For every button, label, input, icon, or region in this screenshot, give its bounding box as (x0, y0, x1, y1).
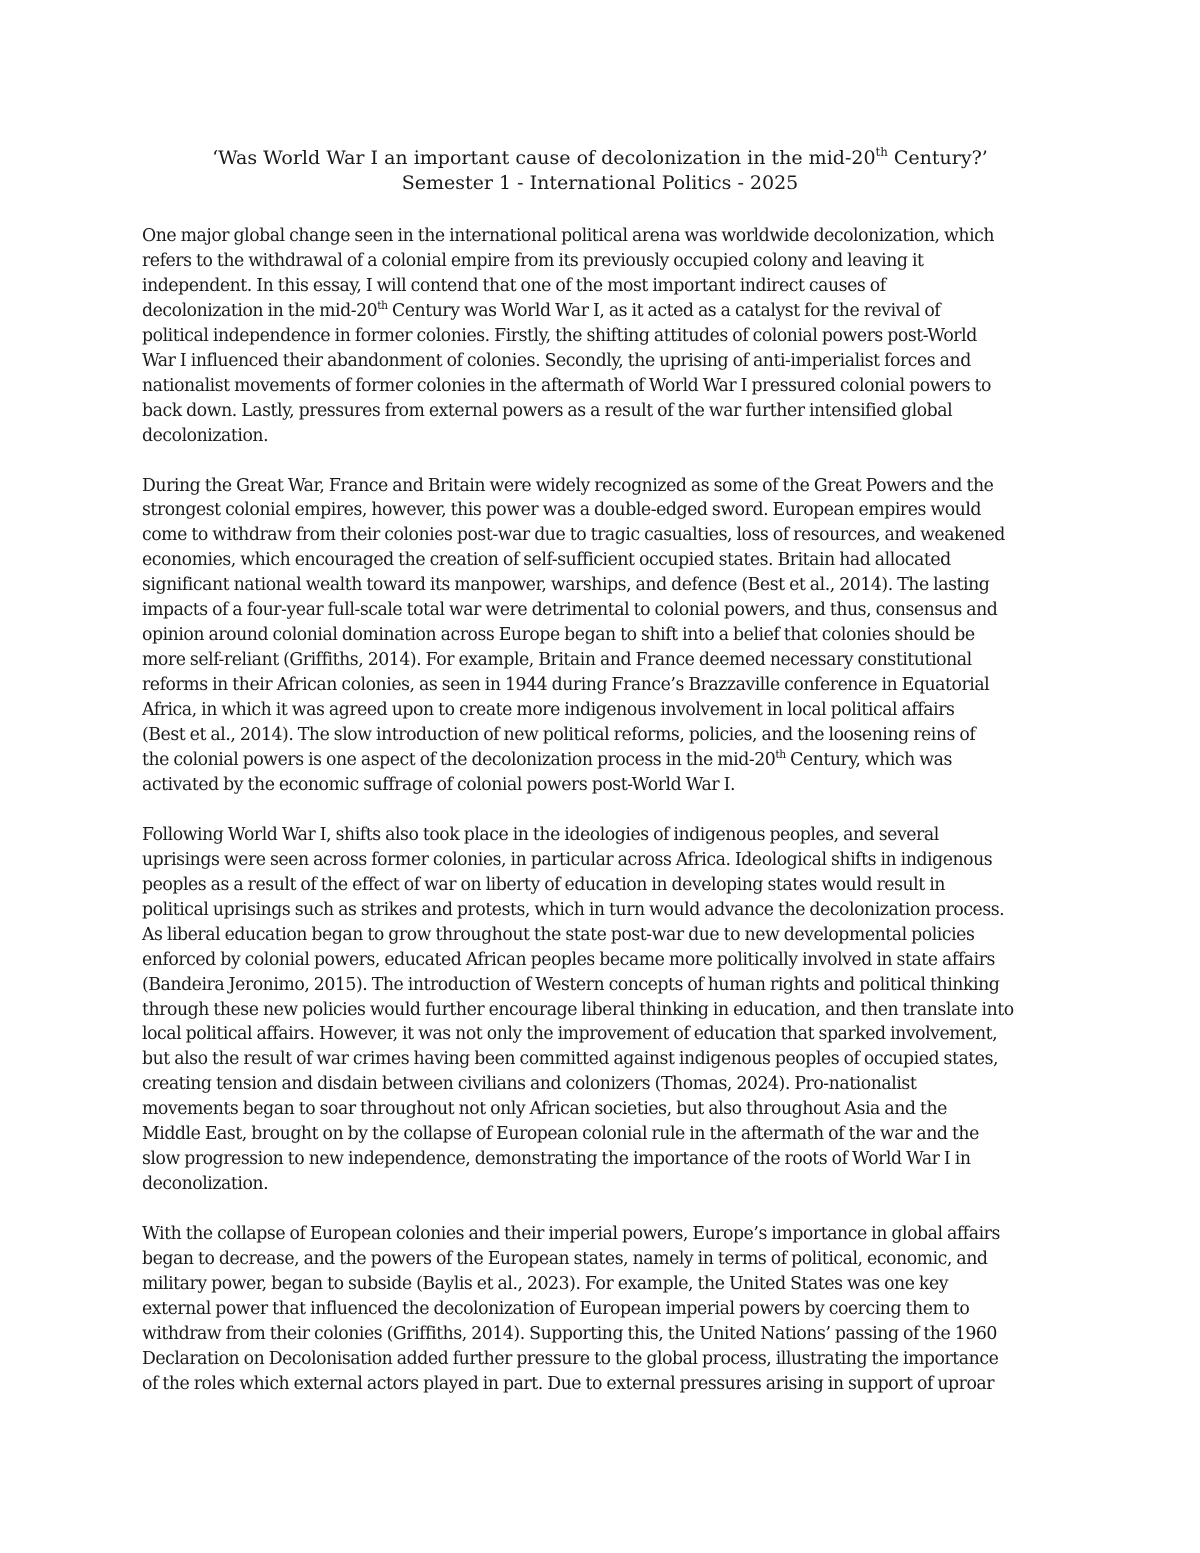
paragraph-line: Following World War I, shifts also took place in the ideologies of indigenous peoples, and several (142, 824, 939, 845)
paragraph-line: activated by the economic suffrage of colonial powers post-World War I. (142, 774, 736, 795)
line-text: the colonial powers is one aspect of the decolonization process in the mid-20 (142, 750, 776, 770)
paragraph-line (142, 748, 1058, 773)
paragraph-line: external power that influenced the decolonization of European imperial powers by coercing them to (142, 1298, 970, 1319)
paragraph-line: decolonization. (142, 425, 269, 446)
paragraph-line: creating tension and disdain between civilians and colonizers (Thomas, 2024). Pro-nationalist (142, 1074, 917, 1095)
essay-paragraph (142, 224, 1058, 449)
line-text-end: Century was World War I, as it acted as a catalyst for the revival of (387, 300, 941, 321)
paragraph-line: back down. Lastly, pressures from external powers as a result of the war further intensified global (142, 400, 953, 421)
paragraph-line: reforms in their African colonies, as seen in 1944 during France’s Brazzaville conference in Equatorial (142, 675, 990, 696)
paragraph-line: (Best et al., 2014). The slow introduction of new political reforms, policies, and the loosening reins of (142, 725, 976, 746)
paragraph-line: During the Great War, France and Britain were widely recognized as some of the Great Powers and the (142, 475, 994, 496)
title-text-end: Century?’ (887, 147, 988, 169)
paragraph-line: War I influenced their abandonment of colonies. Secondly, the uprising of anti-imperialist forces and (142, 350, 971, 371)
line-text: decolonization in the mid-20 (142, 300, 378, 321)
paragraph-line: Africa, in which it was agreed upon to create more indigenous involvement in local political affairs (142, 700, 955, 721)
paragraph-line: One major global change seen in the international political arena was worldwide decolonization, which (142, 226, 995, 246)
paragraph-line: economies, which encouraged the creation of self-sufficient occupied states. Britain had allocated (142, 550, 951, 571)
essay-paragraph (142, 823, 1058, 1197)
essay-paragraph (142, 474, 1058, 798)
paragraph-line: Middle East, brought on by the collapse of European colonial rule in the aftermath of the war and the (142, 1124, 979, 1145)
paragraph-line: deconolization. (142, 1174, 269, 1195)
paragraph-line: impacts of a four-year full-scale total war were detrimental to colonial powers, and thus, consensus and (142, 600, 998, 621)
paragraph-line: enforced by colonial powers, educated African peoples became more politically involved in state affairs (142, 949, 995, 970)
paragraph-line: more self-reliant (Griffiths, 2014). For example, Britain and France deemed necessary constitutional (142, 650, 972, 671)
essay-paragraph (142, 1222, 1058, 1397)
paragraph-line: movements began to soar throughout not only African societies, but also throughout Asia and the (142, 1099, 947, 1120)
essay-subtitle: Semester 1 - International Politics - 2025 (401, 172, 799, 194)
line-superscript: th (377, 298, 388, 312)
paragraph-line: refers to the withdrawal of a colonial empire from its previously occupied colony and leaving it (142, 250, 924, 271)
paragraph-line: come to withdraw from their colonies post-war due to tragic casualties, loss of resources, and weakened (142, 525, 1005, 546)
paragraph-line: peoples as a result of the effect of war on liberty of education in developing states would result in (142, 874, 945, 895)
title-text: ‘Was World War I an important cause of decolonization in the mid-20 (212, 147, 876, 169)
paragraph-line: political uprisings such as strikes and protests, which in turn would advance the decolonization process. (142, 899, 1005, 920)
paragraph-line: nationalist movements of former colonies in the aftermath of World War I pressured colonial powers to (142, 375, 991, 396)
paragraph-line: withdraw from their colonies (Griffiths, 2014). Supporting this, the United Nations’ passing of the 1960 (142, 1323, 997, 1344)
line-superscript: th (775, 747, 786, 761)
essay-body (142, 224, 1058, 1422)
paragraph-line: but also the result of war crimes having been committed against indigenous peoples of occupied states, (142, 1049, 999, 1070)
paragraph-line: Declaration on Decolonisation added further pressure to the global process, illustrating the importance (142, 1348, 999, 1369)
paragraph-line: political independence in former colonies. Firstly, the shifting attitudes of colonial powers post-World (142, 325, 977, 346)
essay-title-question (142, 146, 1058, 171)
paragraph-line: With the collapse of European colonies and their imperial powers, Europe’s importance in global affairs (142, 1224, 1000, 1245)
paragraph-line: military power, began to subside (Baylis et al., 2023). For example, the United States was one key (142, 1273, 949, 1294)
paragraph-line (142, 299, 1058, 324)
paragraph-line: strongest colonial empires, however, this power was a double-edged sword. European empires would (142, 500, 982, 521)
paragraph-line: of the roles which external actors played in part. Due to external pressures arising in support of uproar (142, 1373, 995, 1394)
paragraph-line: significant national wealth toward its manpower, warships, and defence (Best et al., 2014). The lasting (142, 575, 990, 596)
paragraph-line: began to decrease, and the powers of the European states, namely in terms of political, economic, and (142, 1249, 988, 1270)
paragraph-line: As liberal education began to grow throughout the state post-war due to new developmental policies (142, 924, 975, 945)
paragraph-line: independent. In this essay, I will contend that one of the most important indirect causes of (142, 275, 886, 296)
line-text-end: Century, which was (785, 750, 952, 770)
paragraph-line: slow progression to new independence, demonstrating the importance of the roots of World War I in (142, 1149, 971, 1170)
paragraph-line: through these new policies would further encourage liberal thinking in education, and then translate into (142, 999, 1014, 1020)
paragraph-line: local political affairs. However, it was not only the improvement of education that sparked involvement, (142, 1024, 998, 1045)
paragraph-line: opinion around colonial domination across Europe began to shift into a belief that colonies should be (142, 625, 975, 646)
paragraph-line: (Bandeira Jeronimo, 2015). The introduction of Western concepts of human rights and political thinking (142, 974, 1000, 995)
essay-title (142, 146, 1058, 196)
title-superscript: th (875, 145, 888, 160)
paragraph-line: uprisings were seen across former colonies, in particular across Africa. Ideological shifts in indigenous (142, 849, 993, 870)
